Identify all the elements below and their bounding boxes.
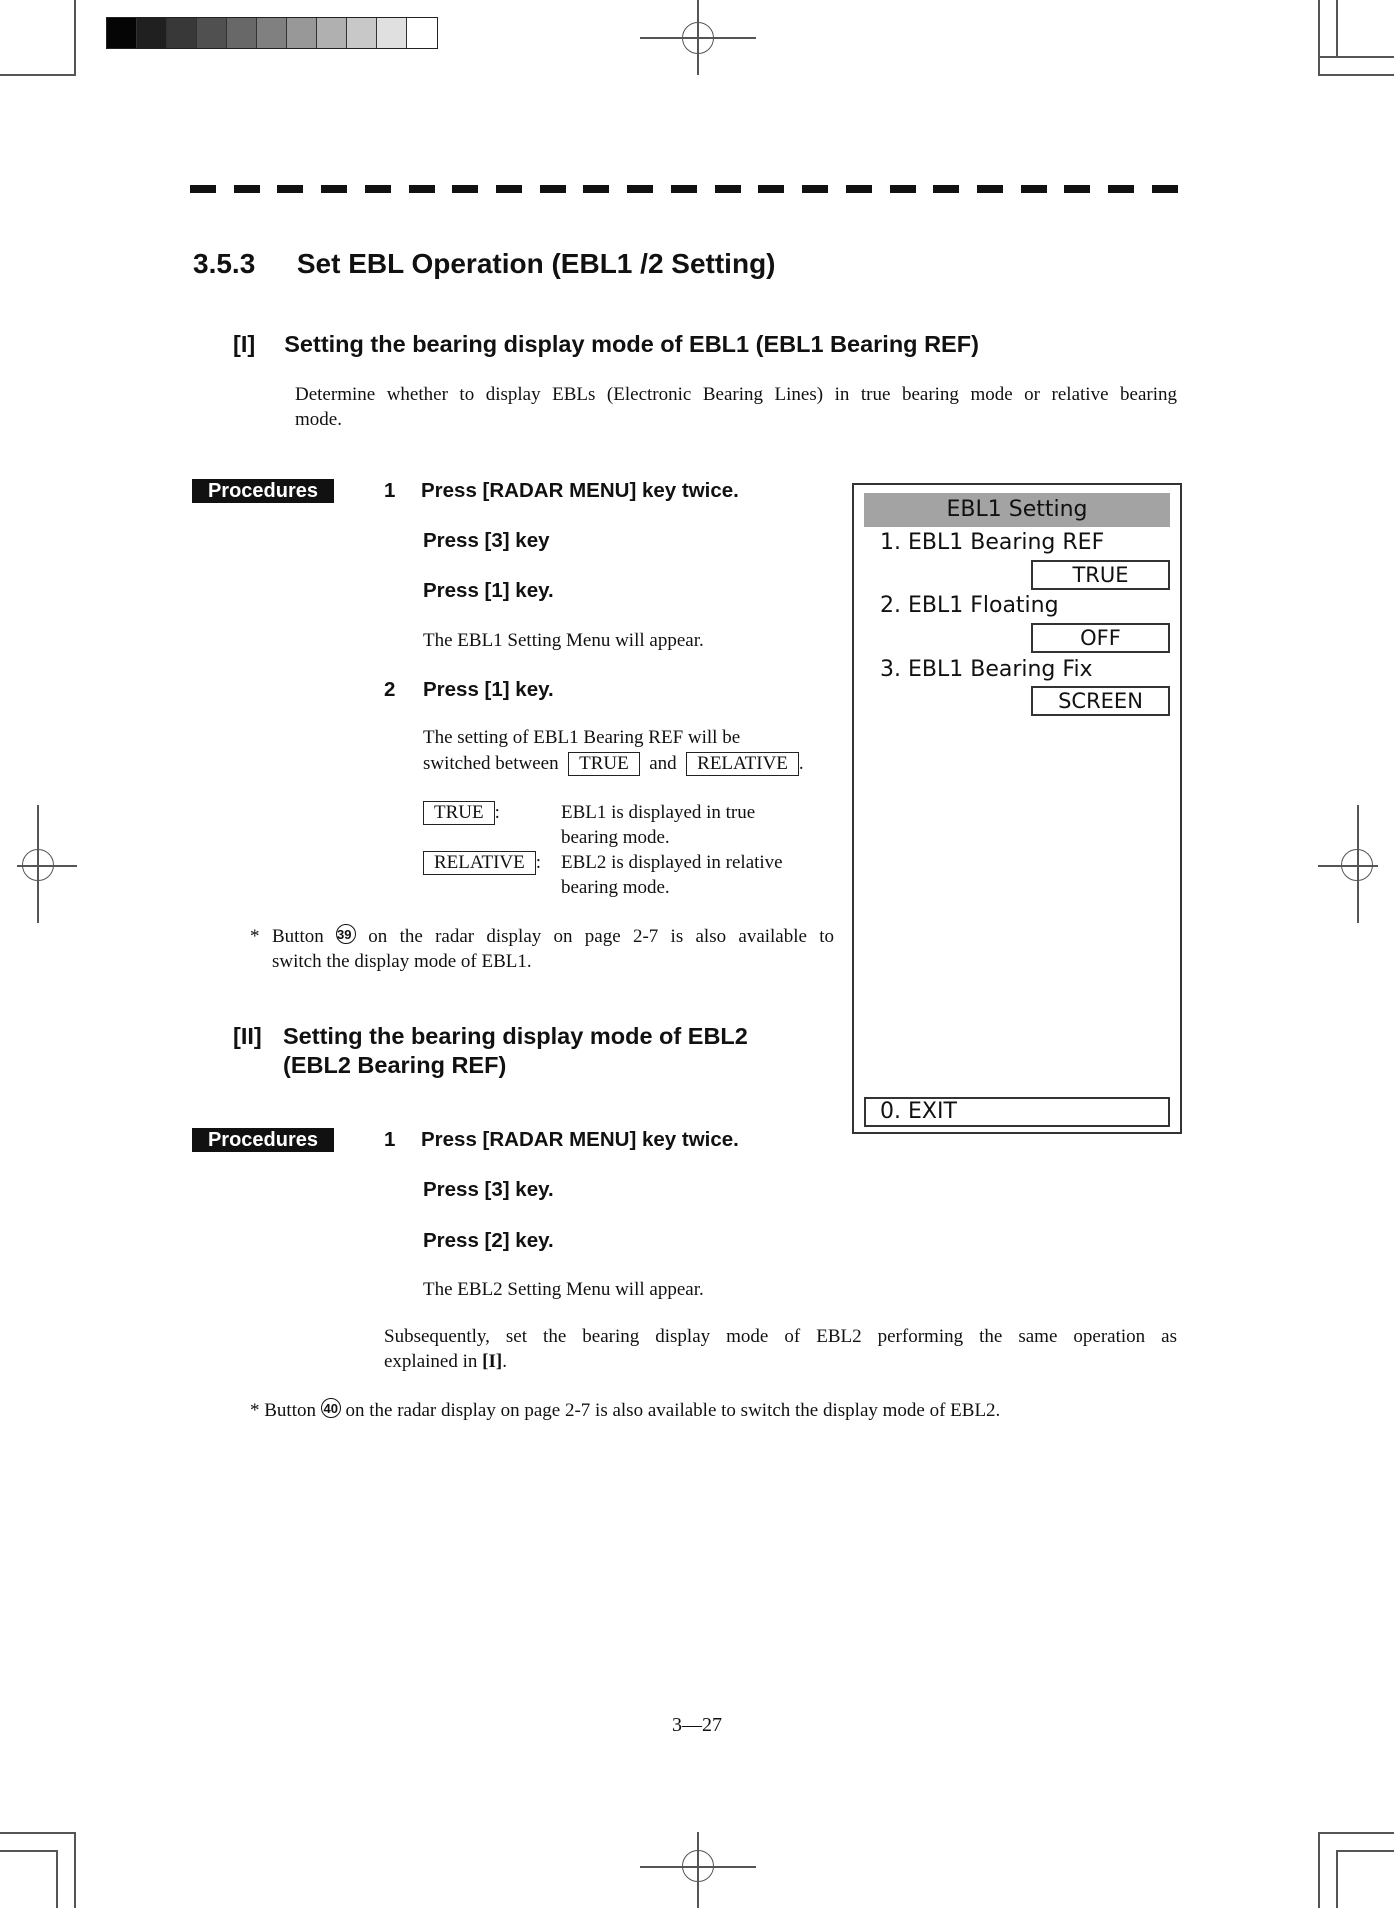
dash: [671, 185, 697, 193]
part2-step1-note: The EBL2 Setting Menu will appear.: [423, 1279, 704, 1300]
dashed-rule: [190, 185, 1178, 193]
grayscale-cell: [107, 18, 137, 48]
dash: [977, 185, 1003, 193]
dash: [321, 185, 347, 193]
menu-value-bearing-ref[interactable]: TRUE: [1031, 560, 1170, 590]
relative-box: RELATIVE: [686, 752, 799, 776]
dash: [627, 185, 653, 193]
relative-def-box: RELATIVE: [423, 851, 536, 875]
part1-intro-line2: mode.: [295, 409, 342, 430]
dash: [365, 185, 391, 193]
part1-intro-line1: Determine whether to display EBLs (Electronic Bearing Lines) in true bearing mode or relative bearing: [295, 384, 1177, 405]
part1-step2: Press [1] key.: [423, 678, 554, 701]
ebl1-setting-menu: [852, 483, 1182, 1134]
dash: [277, 185, 303, 193]
dash: [715, 185, 741, 193]
true-def-box: TRUE: [423, 801, 495, 825]
relative-desc-line1: EBL2 is displayed in relative: [561, 852, 783, 873]
grayscale-strip: [106, 17, 438, 49]
part2-title-line1: Setting the bearing display mode of EBL2: [283, 1023, 748, 1049]
button-40-icon: 40: [321, 1398, 341, 1418]
part2-label: [II]: [233, 1023, 262, 1049]
relative-desc-line2: bearing mode.: [561, 877, 670, 898]
true-desc-line2: bearing mode.: [561, 827, 670, 848]
dash: [1108, 185, 1134, 193]
part1-note-star: *: [250, 926, 260, 947]
part1-note: [272, 924, 834, 974]
part1-step1-note: The EBL1 Setting Menu will appear.: [423, 630, 704, 651]
part2-step1-number: 1: [384, 1128, 396, 1151]
dash: [409, 185, 435, 193]
true-box: TRUE: [568, 752, 640, 776]
menu-value-floating[interactable]: OFF: [1031, 623, 1170, 653]
part1-heading: [233, 331, 979, 358]
grayscale-cell: [137, 18, 167, 48]
menu-exit-button[interactable]: 0. EXIT: [864, 1097, 1170, 1127]
and-text: and: [649, 753, 677, 774]
part2-note: [250, 1398, 1000, 1423]
dash: [802, 185, 828, 193]
section-heading: [193, 248, 776, 280]
switched-between-text: switched between: [423, 753, 559, 774]
part2-heading: [233, 1022, 748, 1080]
dash: [540, 185, 566, 193]
dash: [1021, 185, 1047, 193]
true-def-desc: [561, 800, 755, 850]
relative-def-desc: [561, 850, 783, 900]
dash: [190, 185, 216, 193]
procedures-badge-2: Procedures: [192, 1128, 334, 1152]
part1-note-post: on the radar display on page 2-7 is also available to: [368, 926, 835, 947]
part2-note-pre: * Button: [250, 1400, 316, 1421]
grayscale-cell: [377, 18, 407, 48]
grayscale-cell: [407, 18, 437, 48]
grayscale-cell: [347, 18, 377, 48]
grayscale-cell: [257, 18, 287, 48]
dash: [452, 185, 478, 193]
dash: [758, 185, 784, 193]
part1-step1-b: Press [3] key: [423, 529, 550, 552]
section-number: 3.5.3: [193, 248, 256, 279]
dash: [890, 185, 916, 193]
dash: [496, 185, 522, 193]
part1-step1-number: 1: [384, 479, 396, 502]
grayscale-cell: [317, 18, 347, 48]
true-def-term: TRUE :: [423, 800, 500, 825]
menu-item-bearing-ref[interactable]: 1. EBL1 Bearing REF: [880, 530, 1105, 555]
part2-step1-c: Press [2] key.: [423, 1229, 554, 1252]
dash: [234, 185, 260, 193]
grayscale-cell: [227, 18, 257, 48]
menu-item-floating[interactable]: 2. EBL1 Floating: [880, 593, 1059, 618]
section-title: Set EBL Operation (EBL1 /2 Setting): [296, 248, 776, 279]
part2-subseq-line2: [384, 1349, 1177, 1374]
part1-title: Setting the bearing display mode of EBL1 (EBL1 Bearing REF): [284, 331, 979, 357]
grayscale-cell: [197, 18, 227, 48]
part1-step1-c: Press [1] key.: [423, 579, 554, 602]
dash: [933, 185, 959, 193]
part1-intro: [295, 382, 1177, 432]
menu-item-bearing-fix[interactable]: 3. EBL1 Bearing Fix: [880, 657, 1093, 682]
button-39-icon: 39: [336, 924, 356, 944]
procedures-badge-1: Procedures: [192, 479, 334, 503]
part1-step2-note-line2: switched between TRUE and RELATIVE .: [423, 753, 804, 774]
part1-step2-number: 2: [384, 678, 396, 701]
dash: [583, 185, 609, 193]
part2-step1-b: Press [3] key.: [423, 1178, 554, 1201]
part2-title-line2: (EBL2 Bearing REF): [283, 1052, 507, 1078]
relative-def-term: RELATIVE :: [423, 850, 541, 875]
dash: [846, 185, 872, 193]
part2-note-post: on the radar display on page 2-7 is also available to switch the display mode of EBL2.: [345, 1400, 1001, 1421]
part2-step1-a: Press [RADAR MENU] key twice.: [421, 1128, 739, 1151]
dash: [1064, 185, 1090, 193]
part2-subsequently: [384, 1324, 1177, 1374]
dash: [1152, 185, 1178, 193]
menu-title: EBL1 Setting: [864, 493, 1170, 527]
part2-subseq-line1: Subsequently, set the bearing display mode of EBL2 performing the same operation as: [384, 1326, 1177, 1347]
part1-note-line2: switch the display mode of EBL1.: [272, 951, 532, 972]
grayscale-cell: [167, 18, 197, 48]
part1-note-pre: Button: [272, 926, 324, 947]
page-number: 3—27: [672, 1714, 722, 1736]
grayscale-cell: [287, 18, 317, 48]
true-desc-line1: EBL1 is displayed in true: [561, 802, 756, 823]
part1-label: [I]: [233, 331, 256, 357]
part1-step2-note-line1: The setting of EBL1 Bearing REF will be: [423, 727, 741, 748]
menu-value-bearing-fix[interactable]: SCREEN: [1031, 686, 1170, 716]
subseq-end: .: [502, 1351, 507, 1372]
part1-note-line1: [272, 924, 834, 949]
part1-step1-a: Press [RADAR MENU] key twice.: [421, 479, 739, 502]
section-ref: [I]: [482, 1351, 503, 1372]
explained-in-text: explained in: [384, 1351, 478, 1372]
